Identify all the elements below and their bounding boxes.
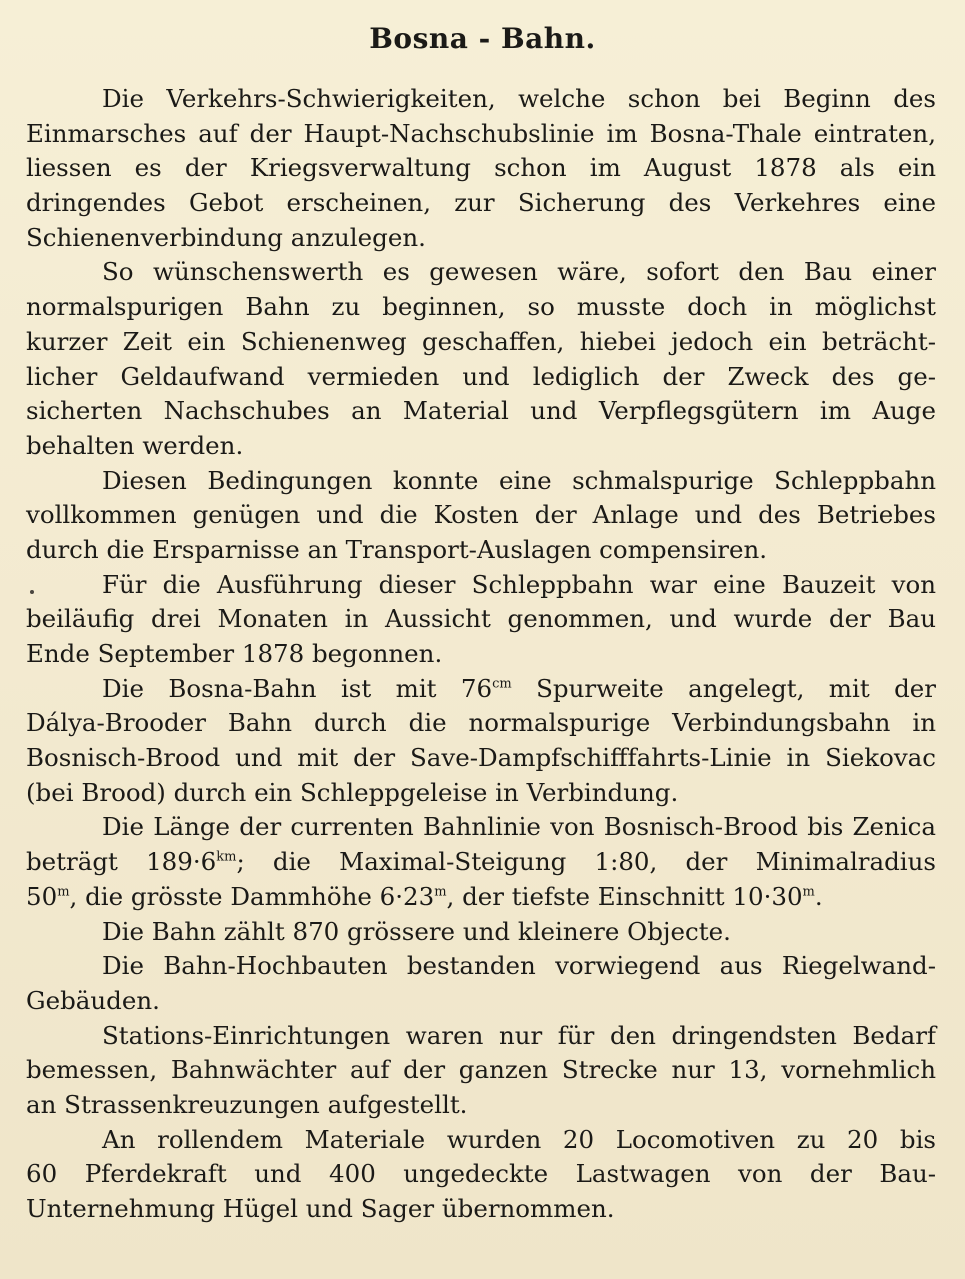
text-line: Die Verkehrs-Schwierigkeiten, welche schon bei Beginn des (102, 84, 936, 113)
unit-superscript: m (57, 884, 70, 900)
paragraph-8 (26, 949, 936, 1018)
text-line: an Strassenkreuzungen aufgestellt. (26, 1089, 468, 1119)
text-segment: beträgt 189·6 (26, 847, 217, 877)
text-line: kurzer Zeit ein Schienenweg geschaffen, hiebei jedoch ein beträcht- (26, 326, 936, 356)
unit-superscript: km (216, 849, 237, 865)
text-line: Dálya-Brooder Bahn durch die normalspurige Verbindungsbahn in (26, 708, 936, 738)
document-body (26, 82, 936, 1227)
text-line: Ende September 1878 begonnen. (26, 639, 443, 668)
text-line: Die Bahn-Hochbauten bestanden vorwiegend aus Riegelwand- (102, 951, 936, 981)
text-segment: . (814, 881, 823, 911)
text-line: Diesen Bedingungen konnte eine schmalspurige Schleppbahn (102, 465, 936, 495)
text-line: Einmarsches auf der Haupt-Nachschubslinie im Bosna-Thale eintraten, (26, 118, 936, 148)
paragraph-6 (26, 810, 936, 914)
page-title: Bosna - Bahn. (369, 22, 596, 55)
text-line: Bosnisch-Brood und mit der Save-Dampfschifffahrts-Linie in Siekovac (26, 743, 936, 773)
text-line: licher Geldaufwand vermieden und lediglich der Zweck des ge- (26, 361, 936, 391)
text-line: Schienenverbindung anzulegen. (26, 222, 426, 252)
paragraph-10 (26, 1123, 936, 1227)
text-line: Die Bahn zählt 870 grössere und kleinere Objecte. (102, 916, 731, 946)
text-segment: Die Bosna-Bahn ist mit 76 (102, 673, 493, 703)
text-segment: ; die Maximal-Steigung 1:80, der Minimalradius (236, 847, 936, 877)
text-line: Unternehmung Hügel und Sager übernommen. (26, 1194, 615, 1223)
paragraph-2 (26, 255, 936, 463)
text-line: behalten werden. (26, 430, 244, 460)
text-line: sicherten Nachschubes an Material und Verpflegsgütern im Auge (26, 396, 936, 426)
text-segment: Spurweite angelegt, mit der (511, 673, 936, 703)
text-segment: 50 (26, 881, 58, 911)
unit-superscript: m (802, 884, 815, 900)
unit-superscript: m (434, 884, 447, 900)
text-segment: , der tiefste Einschnitt 10·30 (446, 881, 803, 911)
text-line: Stations-Einrichtungen waren nur für den dringendsten Bedarf (102, 1020, 936, 1050)
text-line (26, 672, 936, 707)
paragraph-1 (26, 82, 936, 255)
text-line: liessen es der Kriegsverwaltung schon im August 1878 als ein (26, 153, 936, 183)
text-line: durch die Ersparnisse an Transport-Auslagen compensiren. (26, 534, 768, 564)
text-line: So wünschenswerth es gewesen wäre, sofort den Bau einer (102, 257, 936, 287)
text-line (26, 845, 936, 880)
text-line (26, 880, 936, 915)
text-line: (bei Brood) durch ein Schleppgeleise in Verbindung. (26, 777, 679, 807)
text-line: Für die Ausführung dieser Schleppbahn war eine Bauzeit von (102, 569, 936, 599)
text-line: Die Länge der currenten Bahnlinie von Bosnisch-Brood bis Zenica (102, 812, 936, 842)
text-line: normalspurigen Bahn zu beginnen, so musste doch in möglichst (26, 292, 936, 322)
text-line: bemessen, Bahnwächter auf der ganzen Strecke nur 13, vornehmlich (26, 1055, 936, 1085)
text-line: Gebäuden. (26, 985, 160, 1015)
paragraph-9 (26, 1019, 936, 1123)
text-line: dringendes Gebot erscheinen, zur Sicherung des Verkehres eine (26, 188, 936, 218)
text-segment: , die grösste Dammhöhe 6·23 (69, 881, 435, 911)
paragraph-3 (26, 464, 936, 568)
ink-speck (30, 590, 34, 594)
text-line: beiläufig drei Monaten in Aussicht genommen, und wurde der Bau (26, 604, 936, 634)
paragraph-5 (26, 672, 936, 811)
unit-superscript: cm (492, 675, 512, 691)
paragraph-7 (26, 915, 936, 950)
text-line: vollkommen genügen und die Kosten der Anlage und des Betriebes (26, 500, 936, 530)
text-line: An rollendem Materiale wurden 20 Locomotiven zu 20 bis (102, 1124, 936, 1154)
text-line: 60 Pferdekraft und 400 ungedeckte Lastwagen von der Bau- (26, 1159, 936, 1189)
paragraph-4 (26, 568, 936, 672)
